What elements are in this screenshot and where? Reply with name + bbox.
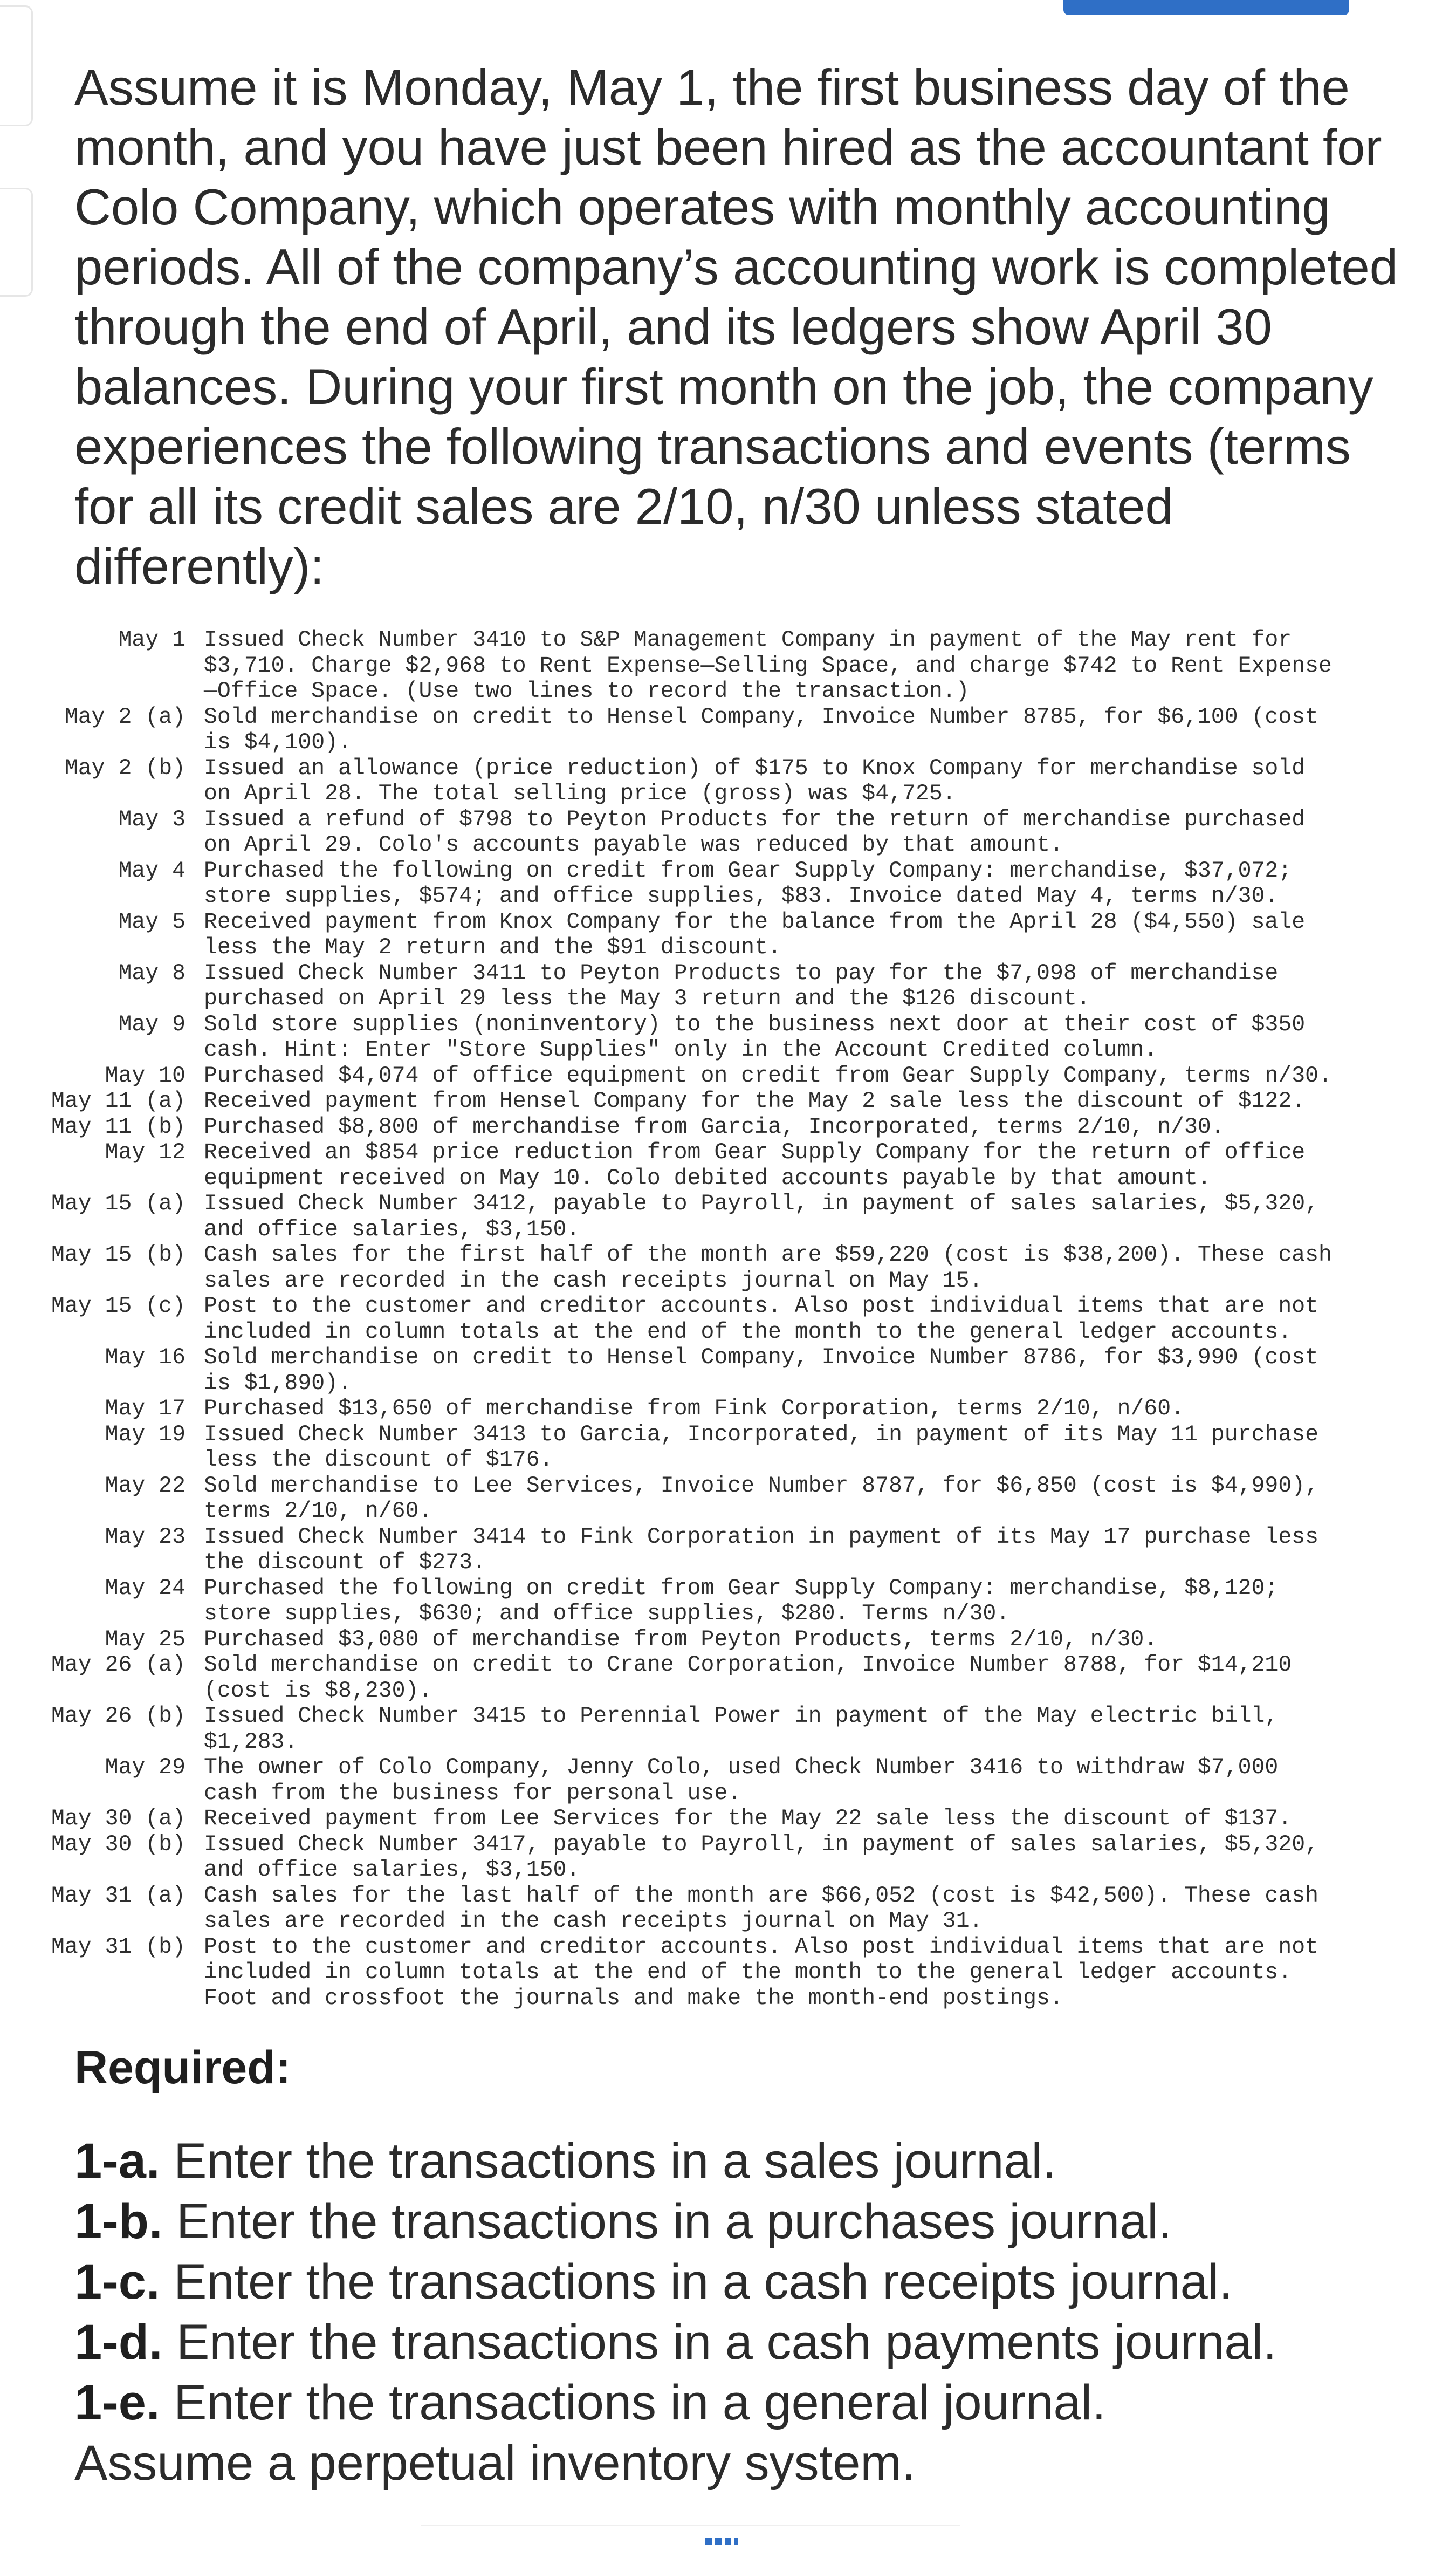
requirement-key: 1-b. bbox=[74, 2194, 163, 2249]
transaction-date: May 15 (a) bbox=[51, 1191, 186, 1216]
grid-menu-icon[interactable] bbox=[705, 2538, 738, 2545]
transaction-date: May 3 bbox=[118, 806, 186, 832]
transaction-description: Received an $854 price reduction from Gear Supply Company for the return of office equipment received on May 10. Colo debited accounts payable by that amount. bbox=[204, 1140, 1306, 1191]
transaction-row bbox=[0, 1114, 1456, 1140]
transaction-description: Purchased $4,074 of office equipment on credit from Gear Supply Company, terms n/30. bbox=[204, 1063, 1332, 1089]
requirement-item bbox=[74, 2252, 1423, 2312]
transaction-date: May 9 bbox=[118, 1011, 186, 1037]
transaction-date: May 31 (a) bbox=[51, 1883, 186, 1909]
transaction-row bbox=[0, 909, 1456, 961]
transaction-date: May 31 (b) bbox=[51, 1934, 186, 1960]
transaction-description: Purchased $3,080 of merchandise from Peyton Products, terms 2/10, n/30. bbox=[204, 1626, 1158, 1652]
transaction-description: Issued Check Number 3415 to Perennial Power in payment of the May electric bill, $1,283. bbox=[204, 1704, 1279, 1755]
required-list bbox=[74, 2131, 1423, 2493]
transaction-row bbox=[0, 1576, 1456, 1627]
transaction-description: Purchased $8,800 of merchandise from Garcia, Incorporated, terms 2/10, n/30. bbox=[204, 1114, 1225, 1140]
transaction-description: Issued Check Number 3410 to S&P Management Company in payment of the May rent for $3,710. Charge $2,968 to Rent Expense—Selling Space, and charge $742 to Rent Expense—Office Space. (Use two lines to record the transaction.) bbox=[204, 627, 1332, 704]
transaction-date: May 22 bbox=[105, 1473, 186, 1499]
transaction-description: Purchased the following on credit from Gear Supply Company: merchandise, $8,120; store supplies, $630; and office supplies, $280. Terms n/30. bbox=[204, 1575, 1279, 1626]
transaction-description: Sold store supplies (noninventory) to the business next door at their cost of $350 cash. Hint: Enter "Store Supplies" only in the Account Credited column. bbox=[204, 1011, 1306, 1063]
transaction-date: May 30 (a) bbox=[51, 1806, 186, 1831]
requirement-text: Enter the transactions in a cash receipts journal. bbox=[160, 2254, 1233, 2309]
transaction-date: May 23 bbox=[105, 1524, 186, 1550]
transaction-date: May 2 (a) bbox=[64, 704, 186, 730]
transaction-description: Received payment from Knox Company for the balance from the April 28 ($4,550) sale less the May 2 return and the $91 discount. bbox=[204, 909, 1306, 960]
transaction-description: Sold merchandise to Lee Services, Invoice Number 8787, for $6,850 (cost is $4,990), terms 2/10, n/60. bbox=[204, 1473, 1319, 1524]
transaction-row bbox=[0, 627, 1456, 705]
transaction-date: May 26 (a) bbox=[51, 1652, 186, 1678]
requirement-key: 1-c. bbox=[74, 2254, 160, 2309]
transaction-row bbox=[0, 1652, 1456, 1704]
transaction-date: May 11 (b) bbox=[51, 1114, 186, 1140]
transaction-description: Sold merchandise on credit to Hensel Company, Invoice Number 8785, for $6,100 (cost is $4,100). bbox=[204, 704, 1319, 755]
transaction-row bbox=[0, 1345, 1456, 1396]
transaction-date: May 30 (b) bbox=[51, 1831, 186, 1857]
transaction-row bbox=[0, 1883, 1456, 1934]
transaction-description: Cash sales for the last half of the month are $66,052 (cost is $42,500). These cash sales are recorded in the cash receipts journal on May 31. bbox=[204, 1883, 1319, 1934]
transaction-description: Issued Check Number 3412, payable to Payroll, in payment of sales salaries, $5,320, and office salaries, $3,150. bbox=[204, 1191, 1319, 1242]
transaction-row bbox=[0, 1242, 1456, 1294]
requirement-text: Enter the transactions in a purchases journal. bbox=[162, 2194, 1172, 2249]
transaction-date: May 24 bbox=[105, 1575, 186, 1601]
transaction-date: May 15 (c) bbox=[51, 1294, 186, 1319]
transaction-description: Purchased the following on credit from Gear Supply Company: merchandise, $37,072; store supplies, $574; and office supplies, $83. Invoice dated May 4, terms n/30. bbox=[204, 858, 1292, 909]
requirement-key: 1-d. bbox=[74, 2315, 163, 2370]
transaction-row bbox=[0, 1627, 1456, 1653]
transaction-description: Issued Check Number 3417, payable to Payroll, in payment of sales salaries, $5,320, and office salaries, $3,150. bbox=[204, 1831, 1319, 1883]
transaction-date: May 4 bbox=[118, 858, 186, 884]
transaction-date: May 12 bbox=[105, 1140, 186, 1165]
transaction-date: May 11 (a) bbox=[51, 1089, 186, 1114]
transaction-date: May 19 bbox=[105, 1421, 186, 1447]
transaction-date: May 15 (b) bbox=[51, 1242, 186, 1268]
transaction-date: May 1 bbox=[118, 627, 186, 653]
transaction-description: Cash sales for the first half of the month are $59,220 (cost is $38,200). These cash sales are recorded in the cash receipts journal on May 15. bbox=[204, 1242, 1332, 1294]
transaction-row bbox=[0, 1396, 1456, 1422]
transaction-row bbox=[0, 1755, 1456, 1806]
transaction-description: Post to the customer and creditor accounts. Also post individual items that are not included in column totals at the end of the month to the general ledger accounts. Foot and crossfoot the journals and make the month-end postings. bbox=[204, 1934, 1319, 2011]
transaction-row bbox=[0, 1473, 1456, 1524]
requirement-text: Enter the transactions in a cash payments journal. bbox=[162, 2315, 1277, 2370]
transaction-date: May 8 bbox=[118, 960, 186, 986]
transaction-date: May 17 bbox=[105, 1396, 186, 1421]
transaction-date: May 25 bbox=[105, 1626, 186, 1652]
transaction-row bbox=[0, 1422, 1456, 1473]
transaction-description: Purchased $13,650 of merchandise from Fink Corporation, terms 2/10, n/60. bbox=[204, 1396, 1184, 1421]
transaction-row bbox=[0, 1140, 1456, 1191]
transaction-row bbox=[0, 961, 1456, 1012]
transaction-row bbox=[0, 1012, 1456, 1063]
transaction-description: Issued Check Number 3414 to Fink Corporation in payment of its May 17 purchase less the discount of $273. bbox=[204, 1524, 1319, 1575]
transaction-row bbox=[0, 858, 1456, 909]
problem-intro: Assume it is Monday, May 1, the first business day of the month, and you have just been hired as the accountant for Colo Company, which operates with monthly accounting periods. All of the company’s accounting work is completed through the end of April, and its ledgers show April 30 balances. During your first month on the job, the company experiences the following transactions and events (terms for all its credit sales are 2/10, n/30 unless stated differently): bbox=[74, 59, 1398, 594]
transaction-description: Received payment from Lee Services for the May 22 sale less the discount of $137. bbox=[204, 1806, 1292, 1831]
requirement-key: 1-a. bbox=[74, 2133, 160, 2188]
transaction-description: Sold merchandise on credit to Hensel Company, Invoice Number 8786, for $3,990 (cost is $1,890). bbox=[204, 1345, 1319, 1396]
transaction-description: Issued a refund of $798 to Peyton Products for the return of merchandise purchased on April 29. Colo's accounts payable was reduced by that amount. bbox=[204, 806, 1306, 858]
transaction-date: May 5 bbox=[118, 909, 186, 935]
transaction-description: Received payment from Hensel Company for the May 2 sale less the discount of $122. bbox=[204, 1089, 1306, 1114]
transaction-date: May 2 (b) bbox=[64, 755, 186, 781]
transaction-row bbox=[0, 1063, 1456, 1089]
transaction-description: Issued Check Number 3411 to Peyton Products to pay for the $7,098 of merchandise purchased on April 29 less the May 3 return and the $126 discount. bbox=[204, 960, 1279, 1011]
requirement-text: Enter the transactions in a sales journal. bbox=[160, 2133, 1056, 2188]
requirement-item bbox=[74, 2191, 1423, 2252]
transaction-description: The owner of Colo Company, Jenny Colo, used Check Number 3416 to withdraw $7,000 cash from the business for personal use. bbox=[204, 1755, 1279, 1806]
transaction-row bbox=[0, 1089, 1456, 1114]
transaction-row bbox=[0, 1832, 1456, 1883]
transaction-date: May 29 bbox=[105, 1755, 186, 1780]
transaction-date: May 26 (b) bbox=[51, 1704, 186, 1729]
bottom-toolbar bbox=[421, 2525, 960, 2558]
transaction-date: May 10 bbox=[105, 1063, 186, 1089]
side-panel-tab[interactable] bbox=[0, 188, 33, 297]
requirement-item bbox=[74, 2312, 1423, 2372]
side-panel-tab[interactable] bbox=[0, 5, 33, 126]
transaction-row bbox=[0, 1191, 1456, 1242]
transaction-row bbox=[0, 705, 1456, 756]
transaction-row bbox=[0, 1934, 1456, 2012]
requirement-key: 1-e. bbox=[74, 2375, 160, 2430]
requirement-text: Enter the transactions in a general journal. bbox=[160, 2375, 1106, 2430]
transaction-list bbox=[0, 627, 1456, 2011]
transaction-row bbox=[0, 1704, 1456, 1755]
requirement-item bbox=[74, 2131, 1423, 2191]
transaction-row bbox=[0, 1806, 1456, 1832]
transaction-description: Issued an allowance (price reduction) of $175 to Knox Company for merchandise sold on April 28. The total selling price (gross) was $4,725. bbox=[204, 755, 1306, 806]
transaction-description: Post to the customer and creditor accounts. Also post individual items that are not included in column totals at the end of the month to the general ledger accounts. bbox=[204, 1294, 1319, 1345]
transaction-description: Issued Check Number 3413 to Garcia, Incorporated, in payment of its May 11 purchase less the discount of $176. bbox=[204, 1421, 1319, 1473]
requirement-item bbox=[74, 2372, 1423, 2433]
transaction-row bbox=[0, 807, 1456, 858]
transaction-date: May 16 bbox=[105, 1345, 186, 1370]
transaction-row bbox=[0, 1524, 1456, 1576]
transaction-row bbox=[0, 1294, 1456, 1345]
top-action-button[interactable] bbox=[1063, 0, 1349, 15]
transaction-description: Sold merchandise on credit to Crane Corporation, Invoice Number 8788, for $14,210 (cost is $8,230). bbox=[204, 1652, 1292, 1704]
requirement-note: Assume a perpetual inventory system. bbox=[74, 2436, 916, 2491]
transaction-row bbox=[0, 756, 1456, 807]
required-heading: Required: bbox=[74, 2042, 291, 2094]
